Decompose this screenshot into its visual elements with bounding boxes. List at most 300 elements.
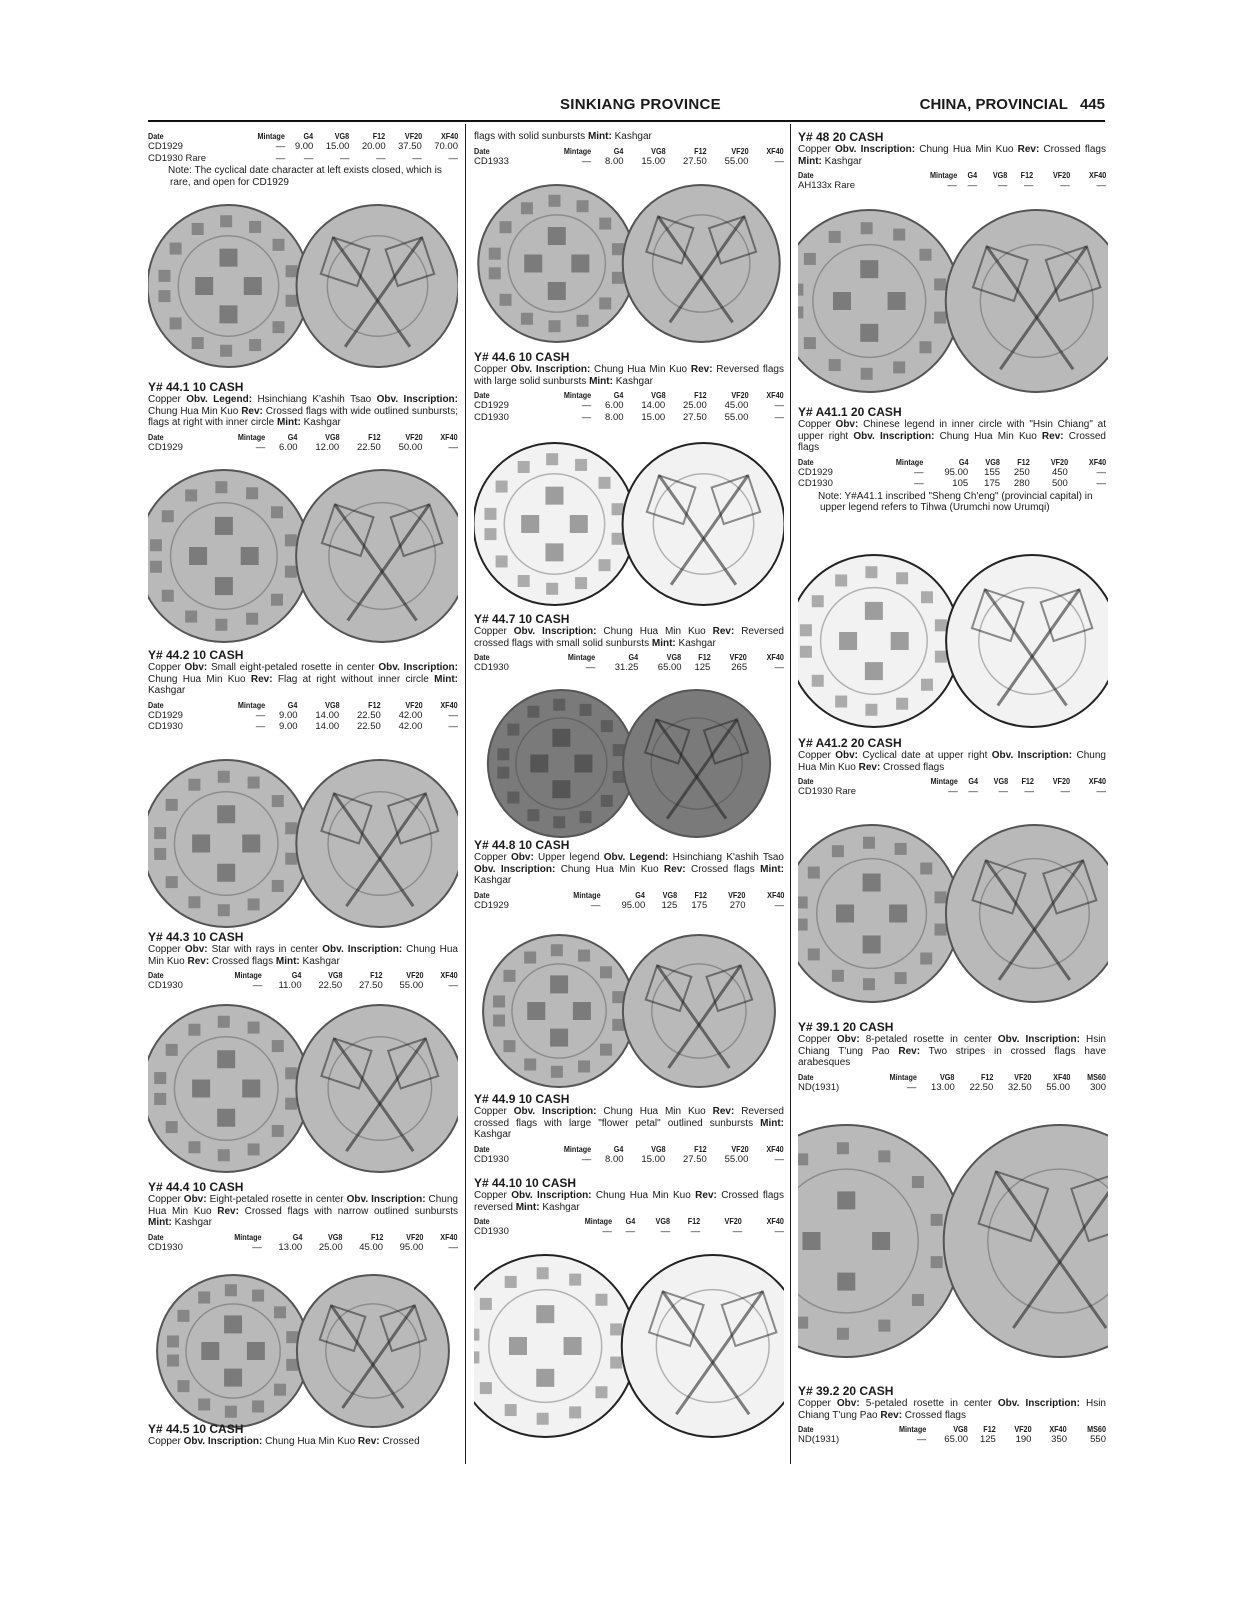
table-cell: — — [774, 899, 784, 911]
table-row — [798, 1082, 1106, 1094]
table-cell: 15.00 — [641, 155, 666, 167]
entry-title: Y# 44.7 10 CASH — [474, 612, 570, 626]
entry-description: Copper Obv. Inscription: Chung Hua Min Kuo Rev: Reversed crossed flags with large "flower petal" outlined sunbursts Mint: Kashgar — [474, 1106, 784, 1141]
table-cell: — — [252, 980, 263, 992]
table-header-row — [148, 700, 458, 710]
table-header-row — [798, 457, 1106, 467]
table-header-row — [474, 390, 784, 400]
column-header: Mintage — [929, 170, 957, 181]
column-header: Mintage — [896, 456, 924, 467]
coin-obverse — [798, 555, 960, 727]
entry-title: Y# 44.3 10 CASH — [148, 930, 244, 944]
value-table — [474, 390, 784, 423]
table-cell: 6.00 — [605, 400, 624, 412]
table-cell: 8.00 — [605, 155, 624, 167]
column-header: VF20 — [406, 1231, 424, 1242]
entry-title: Y# 44.4 10 CASH — [148, 1180, 244, 1194]
coin-photo — [148, 466, 458, 646]
column-header: VG8 — [650, 145, 666, 156]
table-cell: 155 — [984, 466, 1001, 478]
entry-description: Copper Obv. Inscription: Chung Hua Min Kuo Rev: Crossed flags reversed Mint: Kashgar — [474, 1190, 784, 1213]
table-cell: CD1930 — [474, 411, 509, 423]
table-cell: 125 — [661, 899, 678, 911]
column-header: G4 — [292, 1231, 303, 1242]
table-cell: — — [1096, 786, 1106, 798]
column-header: G4 — [958, 456, 969, 467]
table-cell: 15.00 — [325, 141, 350, 152]
table-cell: 6.00 — [279, 441, 298, 453]
column-header: XF40 — [1088, 456, 1106, 467]
table-header-row — [148, 131, 458, 141]
column-header: XF40 — [1088, 776, 1106, 787]
column-header: G4 — [303, 131, 314, 141]
column-header: VG8 — [953, 1424, 969, 1435]
column-header: XF40 — [440, 431, 458, 442]
column-header: XF40 — [766, 1216, 784, 1227]
table-cell: 9.00 — [294, 141, 314, 152]
column-header: VF20 — [404, 131, 422, 141]
coin-image-pair — [148, 1271, 458, 1431]
section-title: SINKIANG PROVINCE — [560, 96, 721, 113]
value-table — [798, 776, 1106, 798]
table-cell: 42.00 — [398, 721, 423, 733]
entry-description: Copper Obv: Cyclical date at upper right Obv. Inscription: Chung Hua Min Kuo Rev: Crossed flags — [798, 750, 1106, 773]
table-cell: 9.00 — [279, 709, 298, 721]
table-cell: ND(1931) — [798, 1081, 840, 1093]
column-header: VF20 — [405, 431, 423, 442]
catalog-entry — [148, 931, 458, 992]
table-cell: CD1929 — [148, 441, 183, 453]
column-header: MS60 — [1087, 1071, 1106, 1082]
table-cell: 13.00 — [931, 1081, 955, 1093]
column-header: VG8 — [655, 1216, 671, 1227]
entry-description: Copper Obv: Small eight-petaled rosette in center Obv. Inscription: Chung Hua Min Kuo Rev: Flag at right without inner circle Mint: Kashgar — [148, 662, 458, 697]
entry-description: Copper Obv. Inscription: Chung Hua Min Kuo Rev: Crossed — [148, 1436, 420, 1447]
coin-obverse — [798, 825, 960, 1002]
entry-description: Copper Obv: Eight-petaled rosette in center Obv. Inscription: Chung Hua Min Kuo Rev: Crossed flags with narrow outlined sunbursts Mint: Kashgar — [148, 1194, 459, 1229]
table-cell: — — [774, 1153, 784, 1165]
catalog-entry — [148, 649, 458, 733]
table-cell: CD1930 — [148, 721, 183, 733]
catalog-entry — [148, 1181, 458, 1253]
table-header-row — [474, 1144, 784, 1154]
entry-title: Y# 39.1 20 CASH — [798, 1020, 894, 1034]
coin-obverse — [157, 1275, 309, 1427]
catalog-entry — [474, 613, 784, 674]
column-header: XF40 — [766, 1143, 784, 1154]
column-header: Date — [798, 1071, 814, 1082]
column-header: VG8 — [667, 652, 682, 663]
coin-image-pair — [474, 439, 784, 609]
table-cell: — — [660, 1226, 671, 1238]
table-cell: — — [275, 152, 286, 164]
column-header: VF20 — [405, 699, 423, 710]
value-table — [474, 146, 784, 168]
column-header: XF40 — [440, 699, 458, 710]
coin-obverse — [798, 210, 960, 392]
coin-reverse — [296, 760, 458, 927]
table-row — [148, 980, 458, 992]
table-cell: — — [275, 141, 286, 152]
table-cell: — — [1096, 478, 1106, 490]
table-row — [474, 412, 784, 424]
column-header: G4 — [613, 390, 624, 401]
column-header: VG8 — [940, 1071, 955, 1082]
coin-obverse — [474, 1255, 636, 1437]
table-cell: — — [255, 441, 266, 453]
column-header: MS60 — [1087, 1424, 1106, 1435]
column-header: VF20 — [731, 145, 749, 156]
table-header-row — [798, 170, 1106, 180]
column-header: F12 — [983, 1424, 996, 1435]
table-cell: 65.00 — [657, 662, 682, 674]
table-cell: 190 — [1015, 1434, 1032, 1446]
table-header-row — [798, 776, 1106, 786]
column-header: XF40 — [766, 889, 784, 900]
coin-image-pair — [148, 466, 458, 646]
column-header: Mintage — [584, 1216, 612, 1227]
column-header: F12 — [370, 970, 383, 981]
column-header: VG8 — [335, 131, 350, 141]
value-table — [148, 970, 458, 992]
column-header: Mintage — [237, 699, 266, 710]
column-header: VG8 — [650, 1143, 666, 1154]
column-header: Mintage — [573, 889, 601, 900]
table-cell: CD1933 — [474, 155, 509, 167]
column-header: Mintage — [568, 652, 596, 663]
table-cell: — — [448, 709, 458, 721]
table-cell: — — [914, 478, 924, 490]
column-header: Date — [474, 652, 490, 663]
column-header: VF20 — [406, 970, 424, 981]
table-cell: — — [255, 709, 266, 721]
table-cell: CD1929 — [798, 466, 833, 478]
column-header: G4 — [635, 889, 646, 900]
table-header-row — [798, 1424, 1106, 1434]
column-header: Date — [798, 776, 814, 787]
entry-title: Y# 44.1 10 CASH — [148, 380, 244, 394]
table-cell: 450 — [1051, 466, 1068, 478]
table-cell: 55.00 — [724, 411, 749, 423]
column-header: F12 — [373, 131, 386, 141]
table-cell: 95.00 — [399, 1241, 424, 1253]
table-cell: — — [690, 1226, 701, 1238]
coin-photo — [474, 1251, 784, 1441]
column-header: Date — [148, 431, 164, 442]
table-cell: — — [1024, 786, 1034, 798]
coin-image-pair — [148, 756, 458, 931]
column-header: Date — [474, 145, 490, 156]
table-cell: — — [252, 1241, 262, 1253]
column-header: F12 — [694, 390, 707, 401]
table-cell: 11.00 — [278, 980, 302, 992]
column-header: Mintage — [234, 970, 263, 981]
column-header: VG8 — [324, 431, 340, 442]
entry-title: Y# 44.2 10 CASH — [148, 648, 244, 662]
table-row — [798, 180, 1106, 192]
column-header: XF40 — [766, 145, 784, 156]
table-cell: — — [1060, 180, 1070, 192]
coin-image-pair — [148, 1001, 458, 1176]
coin-obverse — [474, 443, 635, 605]
table-cell: 20.00 — [361, 141, 386, 152]
column-header: Date — [148, 1231, 164, 1242]
table-cell: 250 — [1013, 466, 1030, 478]
table-cell: CD1930 — [474, 662, 509, 674]
coin-reverse — [623, 935, 775, 1087]
table-cell: ND(1931) — [798, 1434, 840, 1446]
column-header: VF20 — [729, 652, 748, 663]
entry-note: Note: The cyclical date character at left exists closed, which is rare, and open for CD1929 — [168, 165, 442, 188]
table-cell: 350 — [1051, 1434, 1068, 1446]
table-cell: — — [255, 721, 266, 733]
column-header: VG8 — [993, 776, 1008, 787]
table-cell: 270 — [729, 899, 746, 911]
column-header: Mintage — [899, 1424, 927, 1435]
table-cell: — — [998, 786, 1008, 798]
value-table — [474, 1216, 784, 1238]
table-row — [798, 467, 1106, 479]
table-cell: 27.50 — [358, 980, 383, 992]
coin-image-pair — [148, 201, 458, 371]
column-header: XF40 — [1088, 170, 1106, 181]
table-cell: — — [303, 152, 314, 164]
table-cell: 37.50 — [398, 141, 422, 152]
entry-description: Copper Obv. Inscription: Chung Hua Min Kuo Rev: Reversed crossed flags with small solid sunbursts Mint: Kashgar — [474, 626, 784, 649]
column-header: F12 — [368, 431, 381, 442]
column-header: G4 — [628, 652, 639, 663]
column-header: VG8 — [992, 170, 1008, 181]
coin-reverse — [623, 185, 780, 342]
table-header-row — [474, 1216, 784, 1226]
coin-image-pair — [474, 931, 784, 1091]
catalog-entry — [798, 131, 1106, 192]
entry-description: Copper Obv. Inscription: Chung Hua Min Kuo Rev: Reversed flags with large solid sunbursts Mint: Kashgar — [474, 364, 784, 387]
table-cell: 55.00 — [399, 980, 424, 992]
page-header — [148, 96, 1105, 122]
page-number: 445 — [1079, 96, 1105, 113]
table-cell: — — [774, 400, 784, 412]
table-cell: 22.50 — [356, 441, 381, 453]
column-header: F12 — [694, 145, 707, 156]
table-row — [148, 442, 458, 454]
table-cell: 22.50 — [356, 709, 381, 721]
coin-photo — [474, 181, 784, 346]
column-header: F12 — [370, 1231, 384, 1242]
catalog-entry — [148, 381, 458, 453]
entry-description: Copper Obv: Star with rays in center Obv. Inscription: Chung Hua Min Kuo Rev: Crossed flags Mint: Kashgar — [148, 944, 458, 967]
coin-photo — [798, 1121, 1108, 1361]
table-cell: 25.00 — [682, 400, 707, 412]
table-cell: — — [774, 411, 784, 423]
value-table — [148, 1232, 458, 1254]
coin-image-pair — [474, 181, 784, 346]
table-cell: CD1929 — [148, 141, 183, 152]
column-header: Date — [474, 1143, 490, 1154]
table-header-row — [148, 432, 458, 442]
table-row — [474, 1154, 784, 1166]
entry-description: Copper Obv: 8-petaled rosette in center Obv. Inscription: Hsin Chiang T'ung Pao Rev: Two stripes in crossed flags have arabesques — [798, 1034, 1107, 1069]
table-cell: — — [625, 1226, 636, 1238]
table-cell: CD1930 — [474, 1226, 509, 1238]
column-header: F12 — [697, 652, 711, 663]
table-cell: CD1930 Rare — [148, 152, 207, 164]
column-header: G4 — [613, 145, 624, 156]
column-header: VF20 — [731, 1143, 749, 1154]
entry-title: Y# A41.2 20 CASH — [798, 736, 902, 750]
column-header: VG8 — [662, 889, 678, 900]
coin-reverse — [297, 205, 458, 367]
table-cell: — — [967, 180, 978, 192]
table-cell: CD1930 — [474, 1153, 509, 1165]
coin-photo — [474, 439, 784, 609]
table-cell: 175 — [691, 899, 708, 911]
column-header: Date — [148, 699, 164, 710]
entry-title: Y# 44.10 10 CASH — [474, 1176, 577, 1190]
table-cell: 280 — [1013, 478, 1030, 490]
table-cell: — — [376, 152, 386, 164]
catalog-entry — [474, 351, 784, 423]
column-header: VG8 — [985, 456, 1001, 467]
table-cell: 55.00 — [724, 155, 749, 167]
table-cell: — — [916, 1434, 927, 1446]
column-header: XF40 — [766, 390, 784, 401]
table-cell: 105 — [952, 478, 969, 490]
catalog-entry — [798, 406, 1106, 514]
table-cell: CD1930 — [148, 1241, 183, 1253]
entry-title: Y# 48 20 CASH — [798, 130, 884, 144]
coin-image-pair — [474, 1251, 784, 1441]
value-table — [148, 700, 458, 733]
table-cell: 45.00 — [724, 400, 749, 412]
entry-title: Y# 44.8 10 CASH — [474, 838, 570, 852]
column-header: Mintage — [930, 776, 958, 787]
table-cell: 22.50 — [356, 721, 381, 733]
coin-reverse — [296, 1005, 458, 1172]
catalog-entry — [474, 131, 784, 167]
catalog-entry — [798, 1021, 1106, 1093]
table-row — [798, 478, 1106, 490]
table-cell: 125 — [979, 1434, 996, 1446]
value-table — [148, 432, 458, 454]
column-header: G4 — [968, 776, 978, 787]
table-cell: — — [448, 152, 458, 164]
coin-photo — [798, 821, 1108, 1006]
coin-reverse — [944, 1125, 1108, 1357]
table-cell: 55.00 — [724, 1153, 749, 1165]
table-row — [474, 400, 784, 412]
table-cell: 70.00 — [434, 141, 458, 152]
entry-title: Y# 44.9 10 CASH — [474, 1092, 570, 1106]
catalog-entry — [798, 1385, 1106, 1446]
column-header: VF20 — [1014, 1071, 1032, 1082]
coin-reverse — [297, 1275, 449, 1427]
column-header: Date — [474, 1216, 490, 1227]
column-header: Date — [798, 170, 814, 181]
column-header: Mintage — [234, 1231, 262, 1242]
table-cell: — — [581, 411, 592, 423]
table-cell: 500 — [1051, 478, 1068, 490]
column-header: Date — [148, 131, 164, 141]
table-cell: — — [774, 1226, 784, 1238]
column-header: G4 — [287, 699, 298, 710]
table-cell: CD1929 — [474, 899, 509, 911]
coin-photo — [798, 206, 1108, 396]
column-header: G4 — [287, 431, 298, 442]
column-header: XF40 — [1049, 1424, 1068, 1435]
table-cell: 95.00 — [944, 466, 969, 478]
table-cell: — — [997, 180, 1008, 192]
table-row — [474, 156, 784, 168]
column-header: VF20 — [1050, 456, 1068, 467]
table-cell: 50.00 — [398, 441, 423, 453]
table-cell: — — [590, 899, 601, 911]
column-divider — [790, 124, 791, 1464]
value-table — [474, 890, 784, 912]
table-cell: — — [581, 155, 592, 167]
table-cell: 31.25 — [614, 662, 639, 674]
entry-note: Note: Y#A41.1 inscribed "Sheng Ch'eng" (provincial capital) in upper legend refers to Tihwa (Urumchi now Urumqi) — [818, 490, 1093, 514]
table-cell: — — [581, 1153, 592, 1165]
column-header: VG8 — [324, 699, 340, 710]
column-header: Date — [474, 390, 490, 401]
coin-obverse — [148, 1005, 310, 1172]
table-header-row — [148, 970, 458, 980]
column-header: VF20 — [728, 889, 746, 900]
table-cell: AH133x Rare — [798, 180, 856, 192]
table-cell: CD1930 Rare — [798, 786, 857, 798]
column-header: F12 — [694, 1143, 707, 1154]
value-table — [798, 1072, 1106, 1094]
coin-obverse — [798, 1125, 962, 1357]
column-header: VG8 — [650, 390, 666, 401]
coin-reverse — [946, 555, 1108, 727]
coin-reverse — [946, 825, 1108, 1002]
value-table — [798, 457, 1106, 490]
column-header: XF40 — [766, 652, 784, 663]
column-header: Mintage — [889, 1071, 917, 1082]
column-header: VG8 — [327, 970, 343, 981]
column-header: VF20 — [1014, 1424, 1032, 1435]
table-cell: CD1929 — [148, 709, 183, 721]
table-row — [798, 786, 1106, 798]
coin-photo — [474, 686, 784, 841]
coin-reverse — [296, 470, 458, 642]
table-cell: 12.00 — [315, 441, 340, 453]
coin-image-pair — [474, 686, 784, 841]
column-header: Mintage — [237, 431, 266, 442]
catalog-entry — [474, 839, 784, 911]
coin-photo — [148, 1001, 458, 1176]
table-cell: — — [602, 1226, 612, 1238]
coin-obverse — [483, 935, 635, 1087]
coin-photo — [798, 551, 1108, 731]
coin-obverse — [148, 760, 310, 927]
table-cell: — — [947, 180, 957, 192]
catalog-entry — [148, 131, 458, 188]
table-cell: 15.00 — [641, 1153, 666, 1165]
table-cell: 265 — [731, 662, 748, 674]
column-header: Date — [148, 970, 164, 981]
table-cell: — — [968, 786, 978, 798]
entry-description: Copper Obv: Upper legend Obv. Legend: Hsinchiang K'ashih Tsao Obv. Inscription: Chung Hua Min Kuo Rev: Crossed flags Mint: Kashgar — [474, 852, 784, 887]
table-cell: 125 — [694, 662, 711, 674]
column-header: G4 — [291, 970, 302, 981]
table-cell: 65.00 — [944, 1434, 969, 1446]
table-cell: — — [1096, 466, 1106, 478]
table-cell: — — [906, 1081, 917, 1093]
entry-title: Y# 44.6 10 CASH — [474, 350, 570, 364]
